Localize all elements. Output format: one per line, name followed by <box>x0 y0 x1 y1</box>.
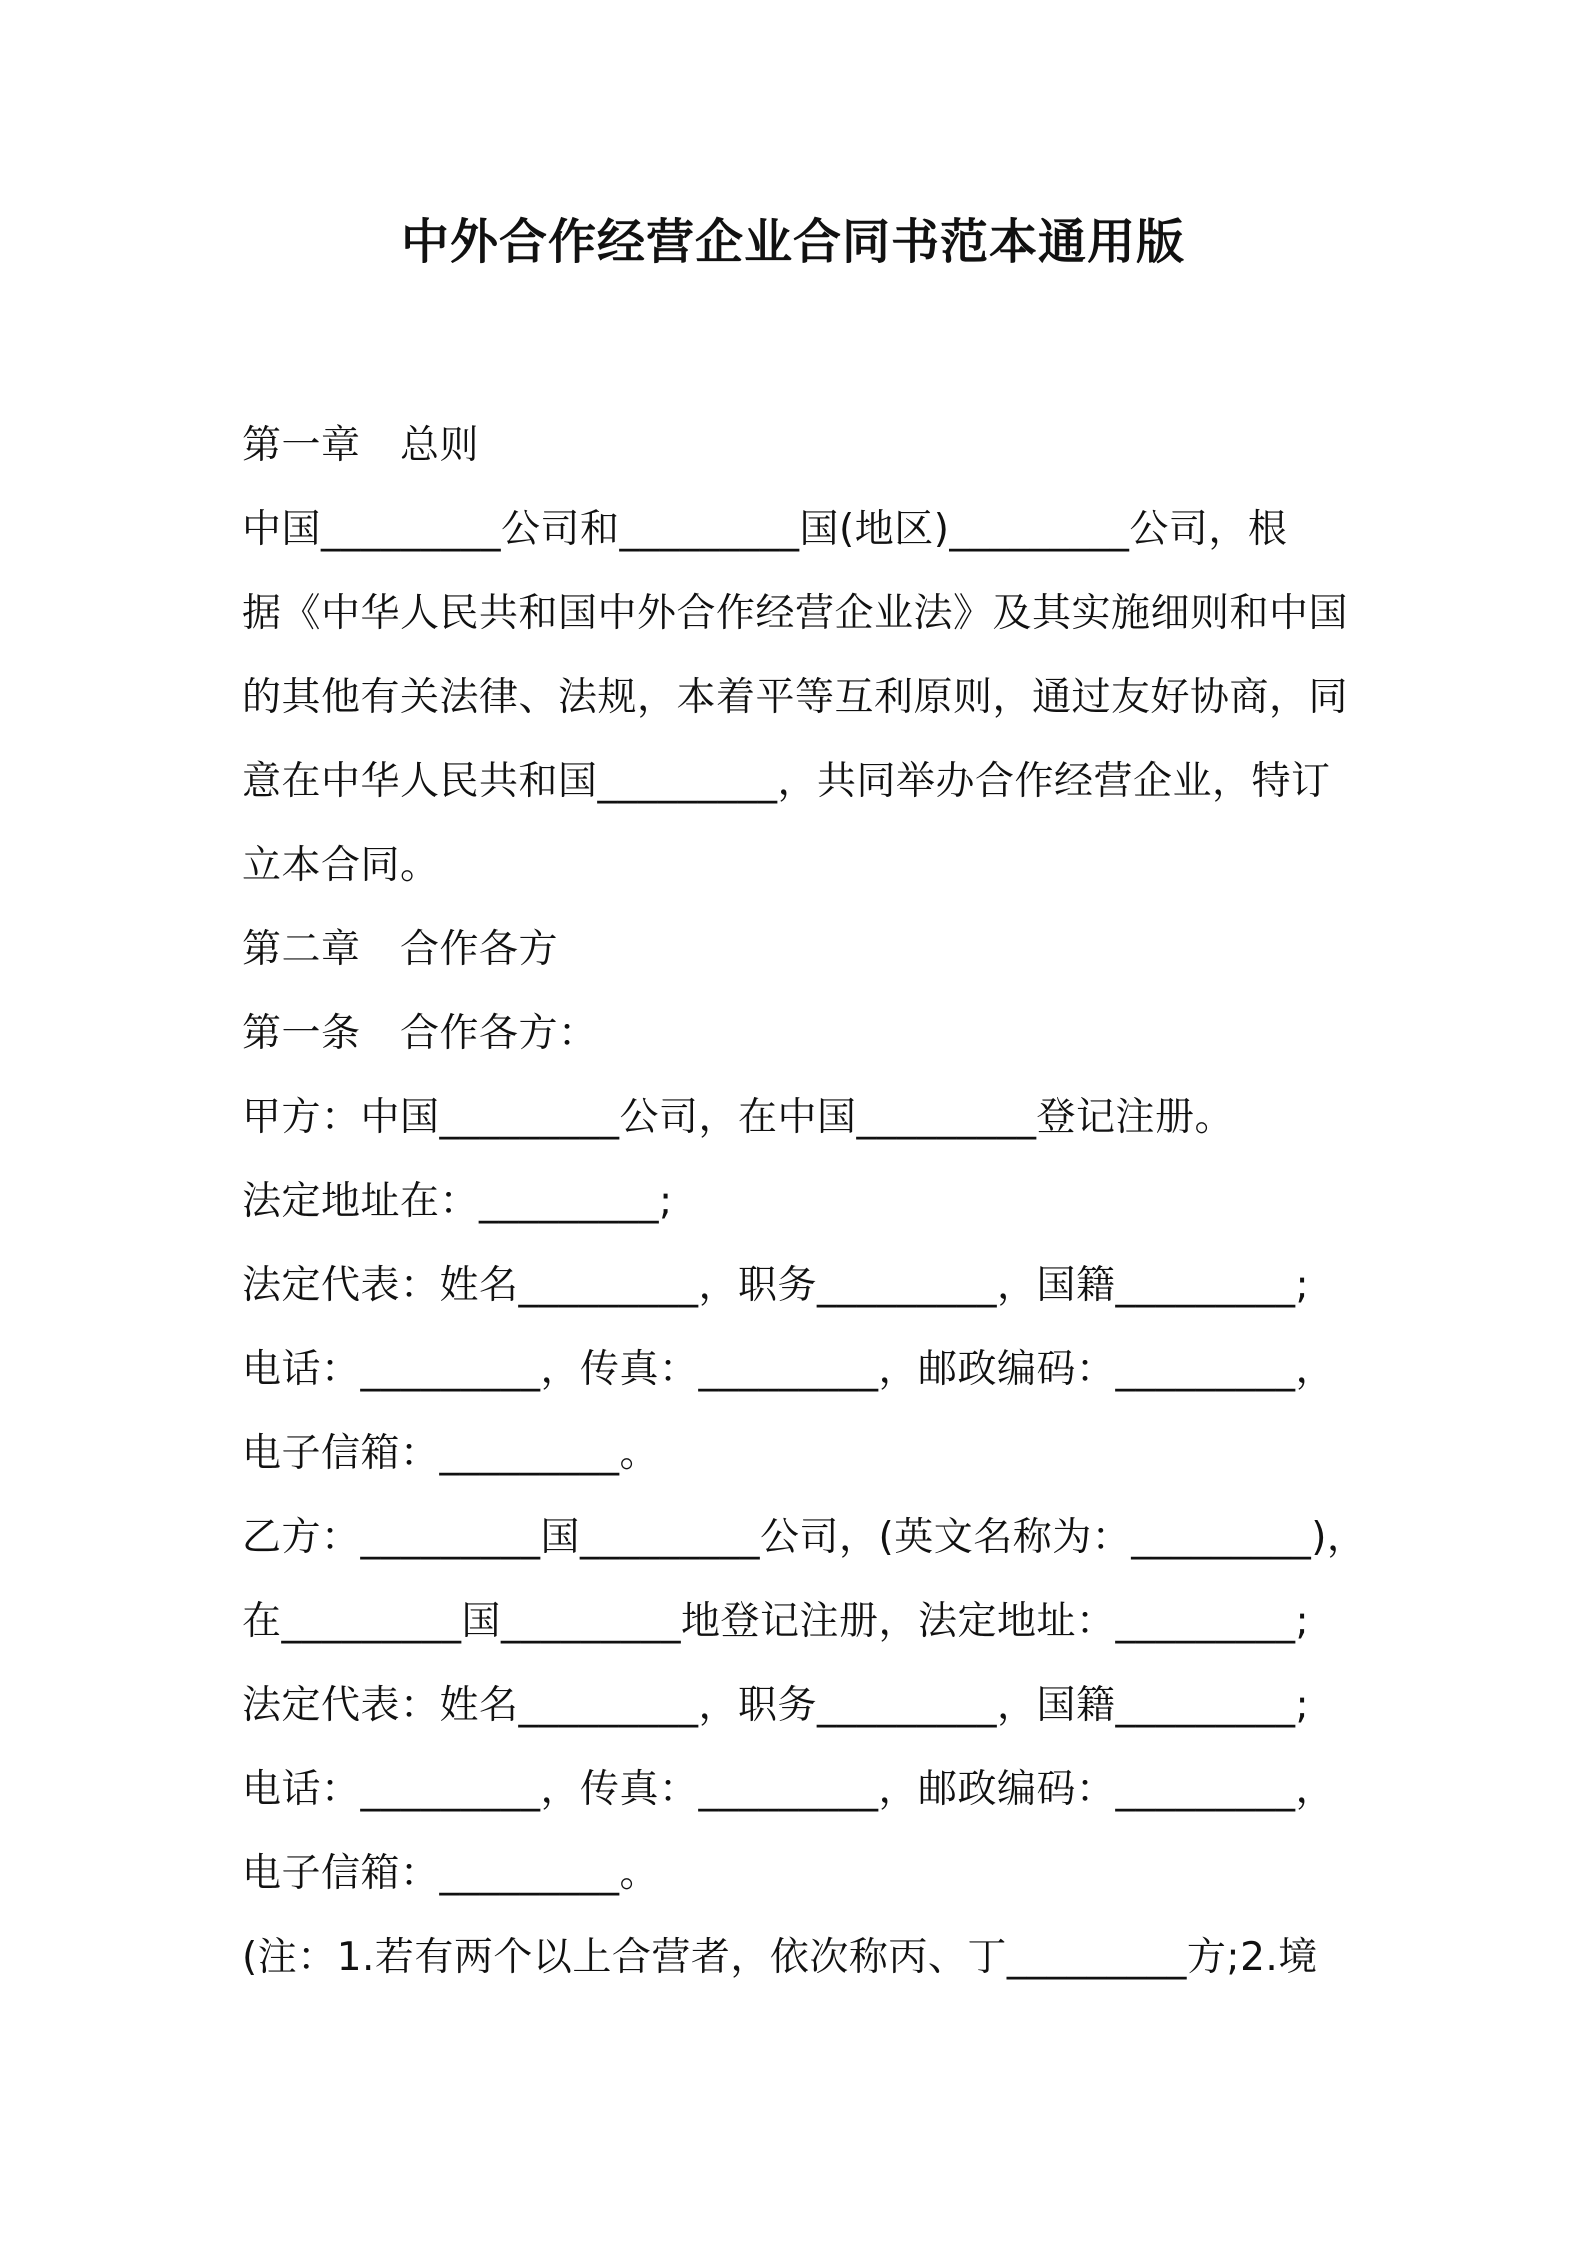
party-a-contact: 电话：_________，传真：_________，邮政编码：_________， <box>242 1347 1336 1392</box>
party-a-email: 电子信箱：_________。 <box>242 1431 660 1476</box>
chapter-heading: 第一章 总则 <box>242 423 480 468</box>
paragraph-line: 立本合同。 <box>242 843 440 888</box>
party-b-email: 电子信箱：_________。 <box>242 1851 660 1896</box>
paragraph-line: 据《中华人民共和国中外合作经营企业法》及其实施细则和中国 <box>242 591 1349 636</box>
document-body <box>242 404 1367 2000</box>
document-title: 中外合作经营企业合同书范本通用版 <box>400 214 1185 270</box>
paragraph-line: 意在中华人民共和国_________，共同举办合作经营企业，特订 <box>242 759 1331 804</box>
article-heading: 第一条 合作各方： <box>242 1011 598 1056</box>
paragraph-line: 的其他有关法律、法规，本着平等互利原则，通过友好协商，同 <box>242 675 1349 720</box>
chapter-heading: 第二章 合作各方 <box>242 927 559 972</box>
party-b-registration: 在_________国_________地登记注册，法定地址：_________; <box>242 1599 1310 1644</box>
party-b-line: 乙方：_________国_________公司，(英文名称为：_________)， <box>242 1515 1367 1560</box>
note-line: (注：1.若有两个以上合营者，依次称丙、丁_________方;2.境 <box>242 1935 1318 1980</box>
paragraph-line: 中国_________公司和_________国(地区)_________公司，根 <box>242 507 1288 552</box>
party-b-representative: 法定代表：姓名_________，职务_________，国籍_________; <box>242 1683 1310 1728</box>
party-a-representative: 法定代表：姓名_________，职务_________，国籍_________; <box>242 1263 1310 1308</box>
party-a-address: 法定地址在：_________; <box>242 1179 673 1224</box>
party-a-line: 甲方：中国_________公司，在中国_________登记注册。 <box>242 1095 1235 1140</box>
party-b-contact: 电话：_________，传真：_________，邮政编码：_________， <box>242 1767 1336 1812</box>
